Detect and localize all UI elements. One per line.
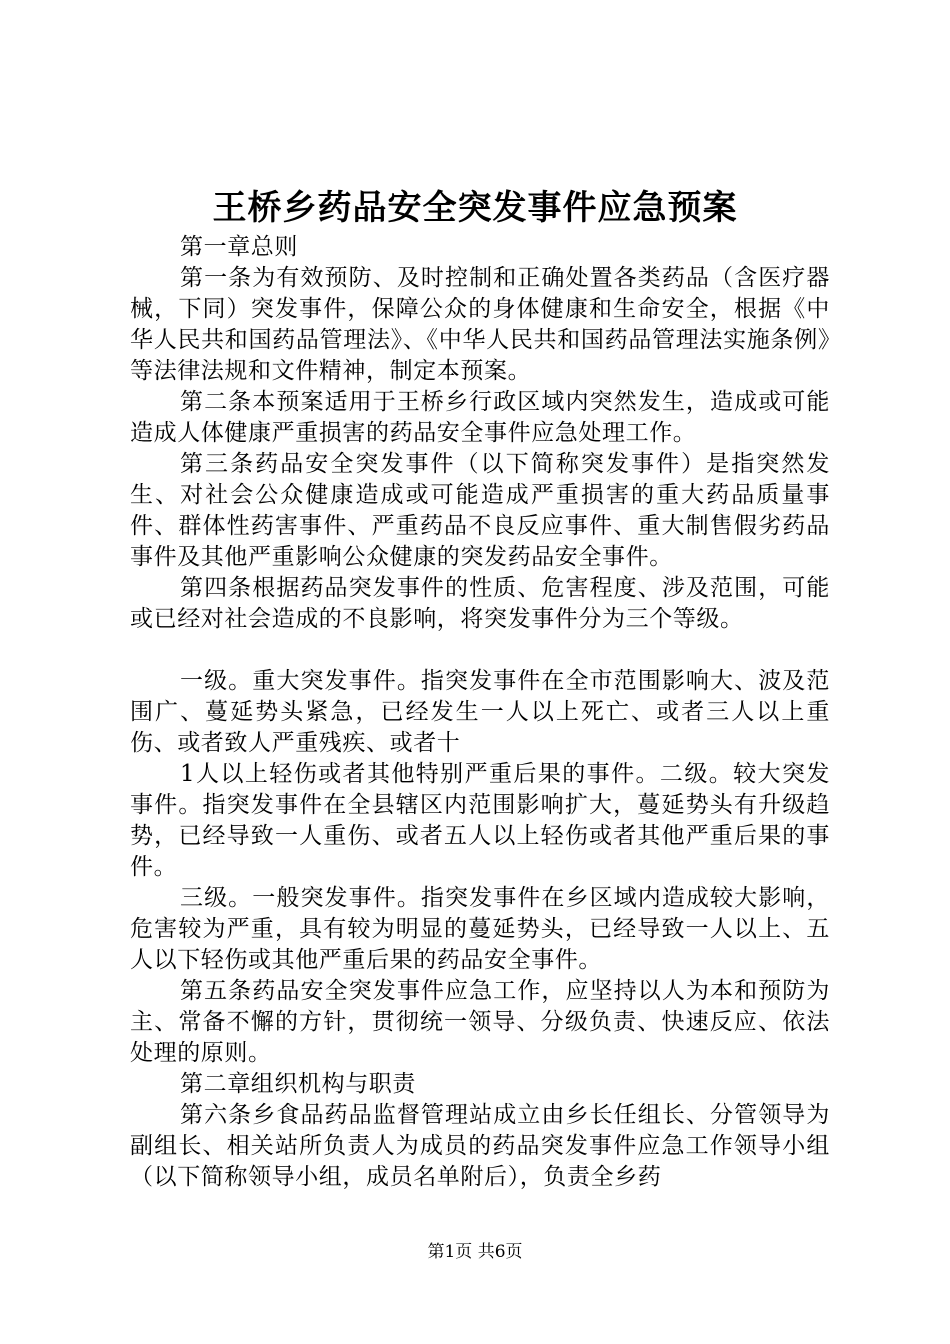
paragraph: 第二条本预案适用于王桥乡行政区域内突然发生，造成或可能造成人体健康严重损害的药品安全事件应急处理工作。 [130,389,830,446]
paragraph: 一级。重大突发事件。指突发事件在全市范围影响大、波及范围广、蔓延势头紧急，已经发生一人以上死亡、或者三人以上重伤、或者致人严重残疾、或者十 [130,668,830,756]
paragraph: 第六条乡食品药品监督管理站成立由乡长任组长、分管领导为副组长、相关站所负责人为成员的药品突发事件应急工作领导小组（以下简称领导小组，成员名单附后），负责全乡药 [130,1102,830,1190]
paragraph: 第五条药品安全突发事件应急工作，应坚持以人为本和预防为主、常备不懈的方针，贯彻统一领导、分级负责、快速反应、依法处理的原则。 [130,978,830,1066]
paragraph: 第四条根据药品突发事件的性质、危害程度、涉及范围，可能或已经对社会造成的不良影响，将突发事件分为三个等级。 [130,575,830,632]
chapter-heading: 第二章组织机构与职责 [180,1071,416,1097]
paragraph: 三级。一般突发事件。指突发事件在乡区域内造成较大影响，危害较为严重，具有较为明显的蔓延势头，已经导致一人以上、五人以下轻伤或其他严重后果的药品安全事件。 [130,885,830,973]
page-number: 第1页 共6页 [427,1242,523,1262]
paragraph: 第三条药品安全突发事件（以下简称突发事件）是指突然发生、对社会公众健康造成或可能造成严重损害的重大药品质量事件、群体性药害事件、严重药品不良反应事件、重大制售假劣药品事件及其他严重影响公众健康的突发药品安全事件。 [130,451,830,570]
paragraph: 1人以上轻伤或者其他特别严重后果的事件。二级。较大突发事件。指突发事件在全县辖区内范围影响扩大，蔓延势头有升级趋势，已经导致一人重伤、或者五人以上轻伤或者其他严重后果的事件。 [130,761,830,880]
paragraph-spacer [130,635,830,666]
paragraph: 第一条为有效预防、及时控制和正确处置各类药品（含医疗器械，下同）突发事件，保障公众的身体健康和生命安全，根据《中华人民共和国药品管理法》、《中华人民共和国药品管理法实施条例》等法律法规和文件精神，制定本预案。 [130,265,830,384]
document-body [130,232,830,1193]
chapter-heading: 第一章总则 [180,234,298,260]
document-title: 王桥乡药品安全突发事件应急预案 [212,188,738,228]
